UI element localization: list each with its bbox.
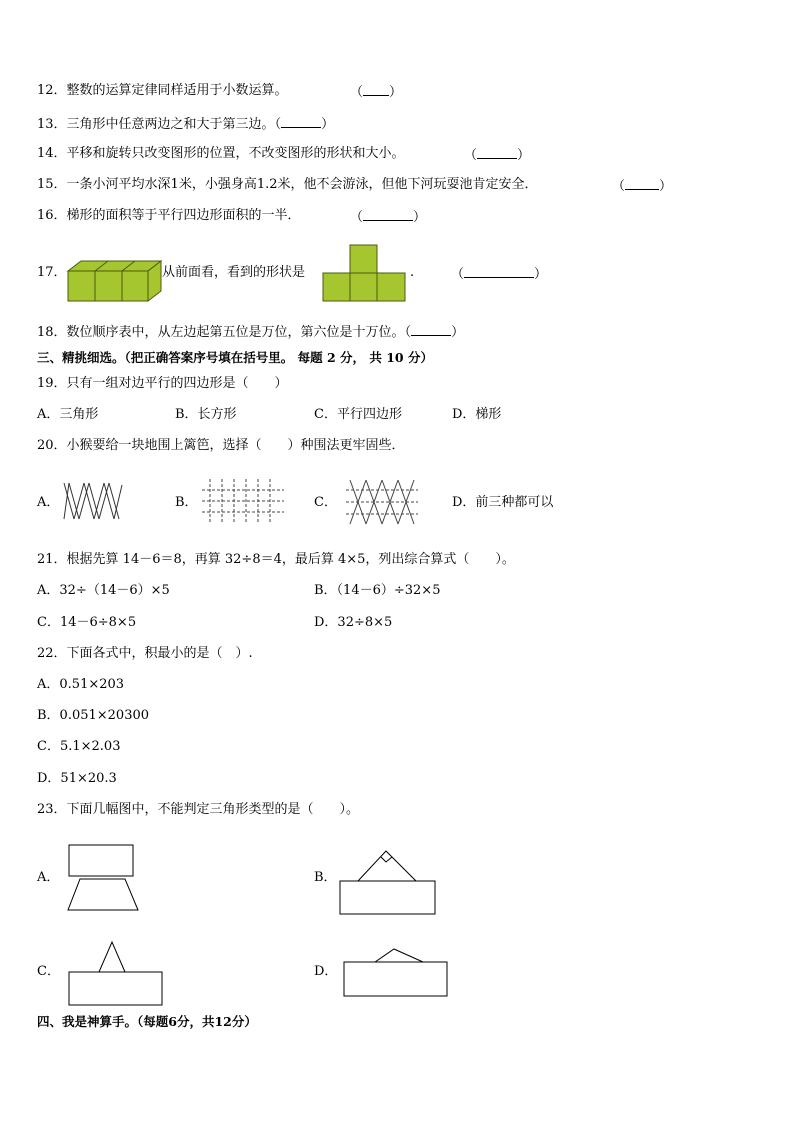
q17-text: 从前面看，看到的形状是 — [162, 265, 306, 280]
q23-option-a[interactable]: A． — [37, 870, 60, 885]
fence-zigzag-figure — [62, 481, 124, 521]
question-12 — [37, 83, 403, 100]
q13-answer-paren[interactable]: （ ） — [274, 117, 335, 132]
q19-option-a[interactable]: A．三角形 — [37, 407, 99, 422]
q20-stem: 20．小猴要给一块地围上篱笆，选择（ ）种围法更牢固些． — [37, 438, 405, 453]
q22-stem: 22．下面各式中，积最小的是（ ）. — [37, 646, 253, 661]
q20-option-b[interactable]: B． — [175, 495, 198, 510]
q16-text: 梯形的面积等于平行四边形面积的一半． — [66, 208, 301, 223]
q18-answer-paren[interactable]: （ ） — [404, 325, 465, 340]
question-16: 16．梯形的面积等于平行四边形面积的一半． （ ） — [37, 208, 427, 225]
q23-option-d[interactable]: D． — [314, 964, 338, 979]
section-3-heading: 三、精挑细选。（把正确答案序号填在括号里。 每题 2 分， 共 10 分） — [37, 350, 433, 365]
q14-text: 平移和旋转只改变图形的位置，不改变图形的形状和大小。 — [66, 146, 405, 161]
q19-option-c[interactable]: C．平行四边形 — [314, 407, 402, 422]
q19-stem: 19．只有一组对边平行的四边形是（ ） — [37, 376, 288, 391]
q22-option-c[interactable]: C．5.1×2.03 — [37, 739, 121, 754]
q19-option-b[interactable]: B．长方形 — [175, 407, 237, 422]
q15-answer-paren[interactable]: （ ） — [612, 179, 673, 194]
q21-option-b[interactable]: B．（14－6）÷32×5 — [314, 583, 441, 598]
q16-answer-paren[interactable]: （ ） — [350, 210, 427, 225]
fence-diagonal-figure — [344, 478, 420, 526]
covered-triangle-d-figure — [341, 946, 451, 1000]
cube-row-figure — [66, 253, 164, 303]
q23-option-b[interactable]: B． — [314, 870, 337, 885]
q21-option-a[interactable]: A．32÷（14－6）×5 — [37, 583, 170, 598]
q20-option-c[interactable]: C． — [314, 495, 337, 510]
q15-text: 一条小河平均水深1米，小强身高1.2米，他不会游泳，但他下河玩耍池肯定安全． — [66, 177, 538, 192]
question-13: 13．三角形中任意两边之和大于第三边。（ ） — [37, 117, 335, 132]
q13-text: 三角形中任意两边之和大于第三边。 — [66, 117, 275, 132]
front-view-figure — [322, 244, 408, 302]
covered-triangle-c-figure — [66, 940, 166, 1008]
q21-stem: 21．根据先算 14－6＝8，再算 32÷8＝4，最后算 4×5，列出综合算式（ ）。 — [37, 552, 515, 567]
section-4-heading: 四、我是神算手。（每题6分，共12分） — [37, 1014, 257, 1029]
q17-number: 17． — [37, 265, 67, 280]
q19-option-d[interactable]: D．梯形 — [452, 407, 502, 422]
q23-stem: 23．下面几幅图中，不能判定三角形类型的是（ ）。 — [37, 802, 360, 817]
q22-option-a[interactable]: A．0.51×203 — [37, 677, 125, 692]
q17-period: . — [410, 265, 415, 280]
q12-text: 12．整数的运算定律同样适用于小数运算。 — [37, 83, 288, 98]
question-15: 15．一条小河平均水深1米，小强身高1.2米，他不会游泳，但他下河玩耍池肯定安全． （ ） — [37, 177, 673, 194]
q20-option-a[interactable]: A． — [37, 495, 60, 510]
q21-option-d[interactable]: D．32÷8×5 — [314, 615, 393, 630]
fence-grid-figure — [200, 478, 286, 524]
question-18: 18．数位顺序表中，从左边起第五位是万位，第六位是十万位。（ ） — [37, 325, 465, 340]
q18-text: 数位顺序表中，从左边起第五位是万位，第六位是十万位。 — [66, 325, 405, 340]
covered-triangle-a-figure — [66, 843, 142, 913]
q12-answer-paren[interactable]: （ ） — [350, 85, 403, 100]
q22-option-d[interactable]: D．51×20.3 — [37, 771, 117, 786]
question-14: 14．平移和旋转只改变图形的位置，不改变图形的形状和大小。 （ ） — [37, 146, 531, 163]
question-17 — [37, 265, 67, 281]
covered-triangle-b-figure — [338, 848, 438, 916]
q22-option-b[interactable]: B．0.051×20300 — [37, 708, 150, 723]
q23-option-c[interactable]: C． — [37, 964, 60, 979]
q21-option-c[interactable]: C．14－6÷8×5 — [37, 615, 137, 630]
q20-option-d[interactable]: D．前三种都可以 — [452, 495, 554, 510]
q14-answer-paren[interactable]: （ ） — [464, 148, 531, 163]
q17-answer-paren[interactable]: （ ） — [451, 267, 548, 282]
